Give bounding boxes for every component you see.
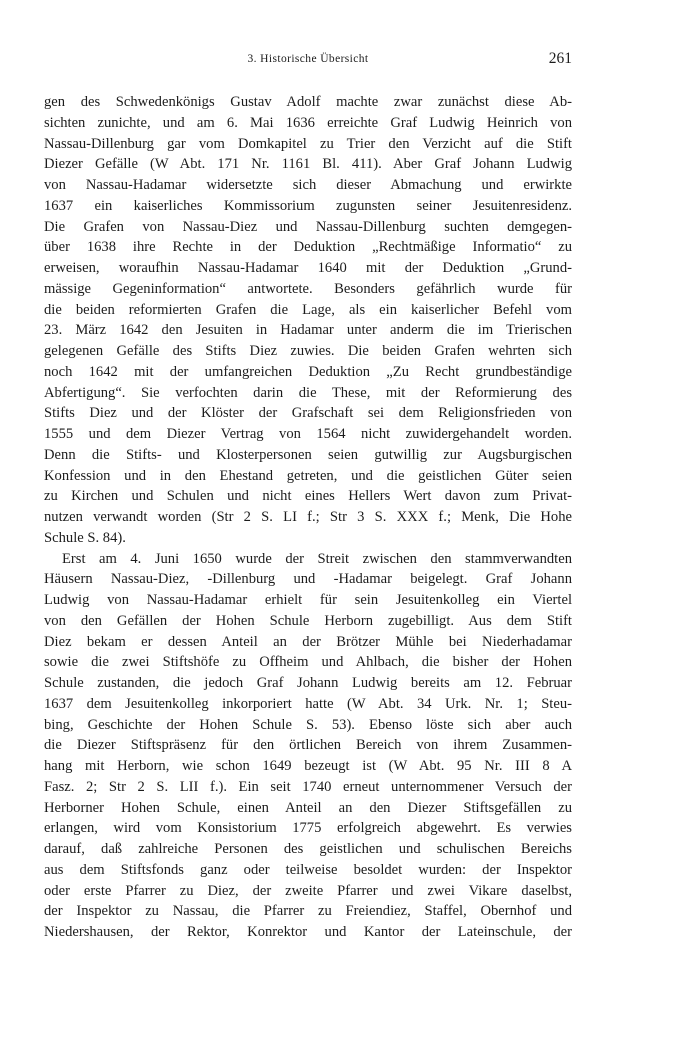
text-line: mässige Gegeninformation“ antwortete. Besonders gefährlich wurde für — [44, 280, 572, 297]
text-line: aus dem Stiftsfonds ganz oder teilweise besoldet wurden: der Inspektor — [44, 861, 572, 878]
text-line: erweisen, woraufhin Nassau-Hadamar 1640 mit der Deduktion „Grund- — [44, 260, 572, 276]
text-line: Nassau-Dillenburg gar vom Domkapitel zu Trier den Verzicht auf die Stift — [44, 135, 572, 152]
text-line: Stifts Diez und der Klöster der Grafschaft sei dem Religionsfrieden von — [44, 405, 572, 422]
text-line: sichten zunichte, und am 6. Mai 1636 erreichte Graf Ludwig Heinrich von — [44, 114, 572, 131]
text-line: zu Kirchen und Schulen und nicht eines Hellers Wert davon zum Privat- — [44, 488, 572, 505]
text-line: von den Gefällen der Hohen Schule Herborn zugebilligt. Aus dem Stift — [44, 612, 572, 629]
text-line: Ludwig von Nassau-Hadamar erhielt für sein Jesuitenkolleg ein Viertel — [44, 592, 572, 608]
page-number: 261 — [548, 50, 572, 67]
text-line: die beiden reformierten Grafen die Lage, als ein kaiserlicher Befehl vom — [44, 301, 572, 318]
text-line: darauf, daß zahlreiche Personen des geistlichen und schulischen Bereichs — [44, 841, 572, 857]
text-line: von Nassau-Hadamar widersetzte sich dieser Abmachung und erwirkte — [44, 177, 572, 193]
paragraph-start-line: Erst am 4. Juni 1650 wurde der Streit zwischen den stammverwandten — [62, 550, 572, 567]
text-line: Fasz. 2; Str 2 S. LII f.). Ein seit 1740 erneut unternommener Versuch der — [44, 778, 572, 795]
text-line: 1637 dem Jesuitenkolleg inkorporiert hatte (W Abt. 34 Urk. Nr. 1; Steu- — [44, 695, 572, 712]
running-head — [44, 50, 572, 70]
text-line: Denn die Stifts- und Klosterpersonen seien gutwillig zur Augsburgischen — [44, 446, 572, 463]
text-line: Abfertigung“. Sie verfochten darin die These, mit der Reformierung des — [44, 384, 572, 401]
text-line: nutzen verwandt worden (Str 2 S. LI f.; Str 3 S. XXX f.; Menk, Die Hohe — [44, 509, 572, 525]
text-line: erlangen, wird vom Konsistorium 1775 erfolgreich abgewehrt. Es verwies — [44, 820, 572, 837]
running-title: 3. Historische Übersicht — [247, 53, 369, 65]
text-line: noch 1642 mit der umfangreichen Deduktion „Zu Recht grundbeständige — [44, 363, 572, 380]
text-line: Häusern Nassau-Diez, -Dillenburg und -Hadamar beigelegt. Graf Johann — [44, 571, 572, 588]
text-line: gen des Schwedenkönigs Gustav Adolf machte zwar zunächst diese Ab- — [44, 94, 572, 110]
text-line: 1555 und dem Diezer Vertrag von 1564 nicht zuwidergehandelt worden. — [44, 426, 572, 442]
text-line: Diezer Gefälle (W Abt. 171 Nr. 1161 Bl. 411). Aber Graf Johann Ludwig — [44, 156, 572, 173]
paragraph-end-line: Schule S. 84). — [44, 529, 126, 546]
text-line: hang mit Herborn, wie schon 1649 bezeugt ist (W Abt. 95 Nr. III 8 A — [44, 758, 572, 774]
text-line: Niedershausen, der Rektor, Konrektor und Kantor der Lateinschule, der — [44, 924, 572, 940]
text-line: der Inspektor zu Nassau, die Pfarrer zu Freiendiez, Staffel, Obernhof und — [44, 903, 572, 920]
text-line: bing, Geschichte der Hohen Schule S. 53). Ebenso löste sich aber auch — [44, 716, 572, 733]
body-text — [44, 92, 572, 943]
text-line: sowie die zwei Stiftshöfe zu Offheim und Ahlbach, die bisher der Hohen — [44, 654, 572, 671]
text-line: Schule zustanden, die jedoch Graf Johann Ludwig bereits am 12. Februar — [44, 675, 572, 691]
text-line: gelegenen Gefälle des Stifts Diez zuwies. Die beiden Grafen wehrten sich — [44, 343, 572, 359]
text-line: Konfession und in den Ehestand getreten, und die geistlichen Güter seien — [44, 467, 572, 484]
text-line: 23. März 1642 den Jesuiten in Hadamar unter anderm die im Trierischen — [44, 322, 572, 339]
text-line: Diez bekam er dessen Anteil an der Brötzer Mühle bei Niederhadamar — [44, 633, 572, 650]
text-line: Herborner Hohen Schule, einen Anteil an den Diezer Stiftsgefällen zu — [44, 799, 572, 816]
text-line: über 1638 ihre Rechte in der Deduktion „Rechtmäßige Informatio“ zu — [44, 239, 572, 256]
text-line: Die Grafen von Nassau-Diez und Nassau-Dillenburg suchten demgegen- — [44, 218, 572, 235]
text-line: oder erste Pfarrer zu Diez, der zweite Pfarrer und zwei Vikare daselbst, — [44, 882, 572, 899]
text-line: 1637 ein kaiserliches Kommissorium zugunsten seiner Jesuitenresidenz. — [44, 197, 572, 214]
text-line: die Diezer Stiftspräsenz für den örtlichen Bereich von ihrem Zusammen- — [44, 737, 572, 754]
